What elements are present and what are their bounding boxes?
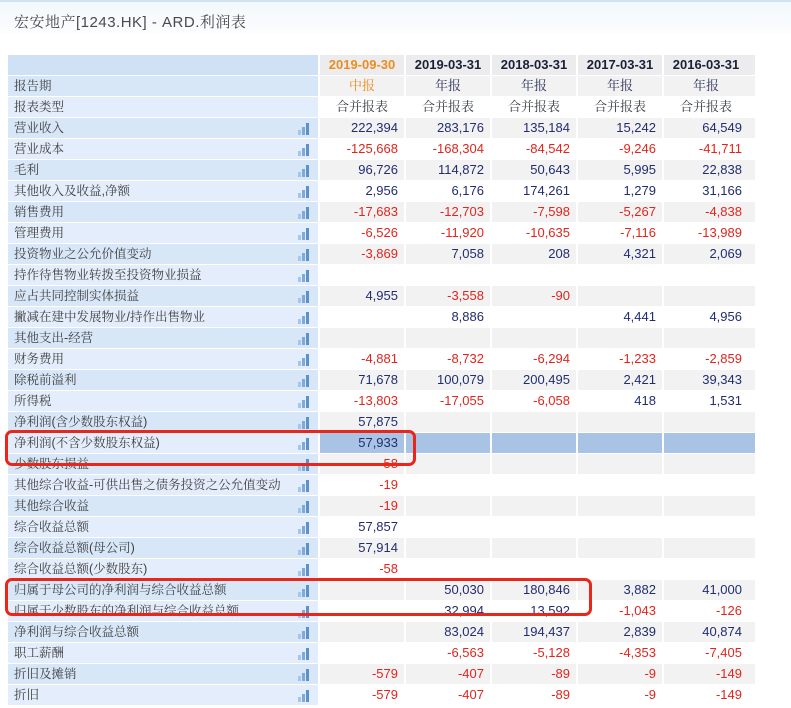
value-cell[interactable] (662, 496, 755, 517)
table-row (8, 601, 755, 622)
value-cell[interactable] (404, 433, 490, 454)
value-cell[interactable]: 40,874 (662, 622, 755, 643)
value-cell[interactable]: 57,857 (318, 517, 404, 538)
value-cell[interactable]: -168,304 (404, 139, 490, 160)
row-label: 撇减在建中发展物业/持作出售物业 (8, 307, 298, 328)
row-label: 除税前溢利 (8, 370, 298, 391)
value-cell[interactable]: 50,643 (490, 160, 576, 181)
bar-chart-icon (298, 416, 310, 429)
value-cell[interactable] (576, 538, 662, 559)
value-cell[interactable]: -90 (490, 286, 576, 307)
row-chart-button[interactable] (298, 286, 318, 307)
value-cell[interactable] (490, 517, 576, 538)
table-row (8, 202, 755, 223)
value-cell[interactable]: 208 (490, 244, 576, 265)
value-cell[interactable]: -4,838 (662, 202, 755, 223)
table-row (8, 622, 755, 643)
column-header-2018-03-31[interactable]: 2018-03-31 (490, 55, 576, 76)
bar-chart-icon (298, 668, 310, 681)
row-chart-button[interactable] (298, 160, 318, 181)
value-cell[interactable] (404, 559, 490, 580)
row-label: 归属于少数股东的净利润与综合收益总额 (8, 601, 298, 622)
period-value: 中报 (318, 76, 404, 97)
value-cell[interactable]: -13,803 (318, 391, 404, 412)
table-row (8, 118, 755, 139)
value-cell[interactable] (662, 538, 755, 559)
value-cell[interactable]: 2,421 (576, 370, 662, 391)
value-cell[interactable]: 32,994 (404, 601, 490, 622)
row-label: 其他综合收益 (8, 496, 298, 517)
value-cell[interactable]: 2,956 (318, 181, 404, 202)
value-cell[interactable]: -579 (318, 685, 404, 706)
value-cell[interactable]: 15,242 (576, 118, 662, 139)
value-cell[interactable] (662, 328, 755, 349)
row-chart-button[interactable] (298, 685, 318, 706)
period-value: 年报 (404, 76, 490, 97)
row-chart-button[interactable] (298, 496, 318, 517)
row-label: 折旧及摊销 (8, 664, 298, 685)
value-cell[interactable]: 8,886 (404, 307, 490, 328)
value-cell[interactable] (662, 475, 755, 496)
table-row (8, 538, 755, 559)
row-chart-button[interactable] (298, 181, 318, 202)
bar-chart-icon (298, 584, 310, 597)
value-cell[interactable]: -89 (490, 685, 576, 706)
table-row (8, 307, 755, 328)
value-cell[interactable] (318, 622, 404, 643)
value-cell[interactable]: -126 (662, 601, 755, 622)
value-cell[interactable]: 1,531 (662, 391, 755, 412)
value-cell[interactable] (662, 412, 755, 433)
value-cell[interactable]: 114,872 (404, 160, 490, 181)
value-cell[interactable]: 200,495 (490, 370, 576, 391)
value-cell[interactable] (404, 454, 490, 475)
row-label: 净利润(含少数股东权益) (8, 412, 298, 433)
row-chart-button[interactable] (298, 412, 318, 433)
value-cell[interactable] (576, 496, 662, 517)
value-cell[interactable]: 4,441 (576, 307, 662, 328)
value-cell[interactable] (576, 475, 662, 496)
type-value: 合并报表 (318, 97, 404, 118)
table-row (8, 685, 755, 706)
value-cell[interactable]: -13,989 (662, 223, 755, 244)
value-cell[interactable]: 83,024 (404, 622, 490, 643)
value-cell[interactable] (662, 433, 755, 454)
row-label: 所得税 (8, 391, 298, 412)
value-cell[interactable] (662, 265, 755, 286)
table-row (8, 181, 755, 202)
value-cell[interactable]: -6,563 (404, 643, 490, 664)
row-label: 销售费用 (8, 202, 298, 223)
row-label: 少数股东损益 (8, 454, 298, 475)
table-row (8, 454, 755, 475)
income-statement-table (8, 55, 755, 706)
bar-chart-icon (298, 290, 310, 303)
table-row (8, 160, 755, 181)
value-cell[interactable] (318, 328, 404, 349)
value-cell[interactable] (576, 433, 662, 454)
bar-chart-icon (298, 122, 310, 135)
bar-chart-icon (298, 143, 310, 156)
bar-chart-icon (298, 437, 310, 450)
value-cell[interactable] (404, 538, 490, 559)
value-cell[interactable]: 4,321 (576, 244, 662, 265)
column-header-2019-09-30[interactable]: 2019-09-30 (318, 55, 404, 76)
table-row (8, 580, 755, 601)
value-cell[interactable]: -8,732 (404, 349, 490, 370)
value-cell[interactable]: 50,030 (404, 580, 490, 601)
value-cell[interactable] (662, 454, 755, 475)
page-title: 宏安地产[1243.HK] - ARD.利润表 (14, 14, 247, 31)
value-cell[interactable]: -7,598 (490, 202, 576, 223)
bar-chart-icon (298, 185, 310, 198)
value-cell[interactable]: -12,703 (404, 202, 490, 223)
value-cell[interactable]: -17,055 (404, 391, 490, 412)
row-chart-button[interactable] (298, 538, 318, 559)
value-cell[interactable]: 13,592 (490, 601, 576, 622)
row-chart-button[interactable] (298, 559, 318, 580)
row-label: 综合收益总额(母公司) (8, 538, 298, 559)
value-cell[interactable]: 71,678 (318, 370, 404, 391)
row-chart-button[interactable] (298, 580, 318, 601)
row-chart-button[interactable] (298, 202, 318, 223)
value-cell[interactable] (490, 559, 576, 580)
value-cell[interactable]: -19 (318, 496, 404, 517)
row-chart-button[interactable] (298, 244, 318, 265)
row-chart-button[interactable] (298, 265, 318, 286)
bar-chart-icon (298, 164, 310, 177)
row-chart-button[interactable] (298, 328, 318, 349)
value-cell[interactable]: -407 (404, 664, 490, 685)
row-chart-button[interactable] (298, 475, 318, 496)
value-cell[interactable]: 100,079 (404, 370, 490, 391)
value-cell[interactable] (576, 265, 662, 286)
value-cell[interactable]: 222,394 (318, 118, 404, 139)
table-row (8, 244, 755, 265)
bar-chart-icon (298, 605, 310, 618)
period-value: 年报 (662, 76, 755, 97)
value-cell[interactable] (490, 307, 576, 328)
row-label: 其他综合收益-可供出售之债务投资之公允值变动 (8, 475, 298, 496)
value-cell[interactable]: -6,526 (318, 223, 404, 244)
row-label: 其他支出-经营 (8, 328, 298, 349)
table-row (8, 265, 755, 286)
value-cell[interactable]: -7,116 (576, 223, 662, 244)
value-cell[interactable] (490, 328, 576, 349)
value-cell[interactable]: 4,955 (318, 286, 404, 307)
table-row (8, 433, 755, 454)
table-row (8, 223, 755, 244)
value-cell[interactable]: -58 (318, 559, 404, 580)
value-cell[interactable] (404, 475, 490, 496)
bar-chart-icon (298, 458, 310, 471)
value-cell[interactable]: 3,882 (576, 580, 662, 601)
row-label: 营业收入 (8, 118, 298, 139)
bar-chart-icon (298, 227, 310, 240)
bar-chart-icon (298, 206, 310, 219)
value-cell[interactable] (404, 328, 490, 349)
value-cell[interactable]: -579 (318, 664, 404, 685)
type-value: 合并报表 (404, 97, 490, 118)
value-cell[interactable] (490, 475, 576, 496)
table-row (8, 517, 755, 538)
value-cell[interactable]: -9 (576, 685, 662, 706)
value-cell[interactable] (318, 265, 404, 286)
value-cell[interactable] (318, 643, 404, 664)
value-cell[interactable] (576, 454, 662, 475)
row-chart-button[interactable] (298, 643, 318, 664)
value-cell[interactable]: -5,128 (490, 643, 576, 664)
bar-chart-icon (298, 500, 310, 513)
row-label: 其他收入及收益,净额 (8, 181, 298, 202)
value-cell[interactable]: -6,058 (490, 391, 576, 412)
value-cell[interactable]: 57,914 (318, 538, 404, 559)
value-cell[interactable]: -10,635 (490, 223, 576, 244)
value-cell[interactable]: -6,294 (490, 349, 576, 370)
row-label: 管理费用 (8, 223, 298, 244)
value-cell[interactable]: 180,846 (490, 580, 576, 601)
value-cell[interactable] (490, 433, 576, 454)
value-cell[interactable]: -9,246 (576, 139, 662, 160)
bar-chart-icon (298, 521, 310, 534)
report-period-row (8, 76, 755, 97)
table-row (8, 664, 755, 685)
row-chart-button[interactable] (298, 664, 318, 685)
value-cell[interactable]: -3,869 (318, 244, 404, 265)
bar-chart-icon (298, 269, 310, 282)
value-cell[interactable]: -89 (490, 664, 576, 685)
bar-chart-icon (298, 248, 310, 261)
bar-chart-icon (298, 626, 310, 639)
row-label: 归属于母公司的净利润与综合收益总额 (8, 580, 298, 601)
bar-chart-icon (298, 479, 310, 492)
value-cell[interactable] (318, 580, 404, 601)
row-label: 财务费用 (8, 349, 298, 370)
value-cell[interactable]: 22,838 (662, 160, 755, 181)
bar-chart-icon (298, 563, 310, 576)
row-label-type: 报表类型 (8, 97, 318, 118)
table-row (8, 286, 755, 307)
value-cell[interactable] (318, 307, 404, 328)
value-cell[interactable]: -3,558 (404, 286, 490, 307)
row-label: 应占共同控制实体损益 (8, 286, 298, 307)
title-bar (0, 0, 791, 34)
table-row (8, 643, 755, 664)
value-cell[interactable]: -58 (318, 454, 404, 475)
table-row (8, 412, 755, 433)
row-label: 毛利 (8, 160, 298, 181)
row-chart-button[interactable] (298, 454, 318, 475)
row-chart-button[interactable] (298, 349, 318, 370)
value-cell[interactable] (404, 265, 490, 286)
value-cell[interactable]: -84,542 (490, 139, 576, 160)
row-chart-button[interactable] (298, 517, 318, 538)
row-label: 净利润与综合收益总额 (8, 622, 298, 643)
value-cell[interactable]: 6,176 (404, 181, 490, 202)
row-label: 职工薪酬 (8, 643, 298, 664)
table-row (8, 370, 755, 391)
value-cell[interactable] (490, 265, 576, 286)
value-cell[interactable]: -4,881 (318, 349, 404, 370)
value-cell[interactable]: 2,839 (576, 622, 662, 643)
row-label: 折旧 (8, 685, 298, 706)
row-label: 净利润(不含少数股东权益) (8, 433, 298, 454)
value-cell[interactable]: 174,261 (490, 181, 576, 202)
bar-chart-icon (298, 374, 310, 387)
row-chart-button[interactable] (298, 601, 318, 622)
row-chart-button[interactable] (298, 118, 318, 139)
bar-chart-icon (298, 647, 310, 660)
value-cell[interactable] (576, 559, 662, 580)
value-cell[interactable] (490, 454, 576, 475)
period-value: 年报 (490, 76, 576, 97)
report-type-row (8, 97, 755, 118)
value-cell[interactable]: -407 (404, 685, 490, 706)
table-row (8, 349, 755, 370)
value-cell[interactable] (404, 496, 490, 517)
value-cell[interactable]: 41,000 (662, 580, 755, 601)
bar-chart-icon (298, 311, 310, 324)
column-header-2016-03-31[interactable]: 2016-03-31 (662, 55, 755, 76)
table-row (8, 475, 755, 496)
value-cell[interactable]: -17,683 (318, 202, 404, 223)
value-cell[interactable] (662, 559, 755, 580)
value-cell[interactable]: -7,405 (662, 643, 755, 664)
table-row (8, 139, 755, 160)
value-cell[interactable]: 7,058 (404, 244, 490, 265)
value-cell[interactable]: 57,875 (318, 412, 404, 433)
row-chart-button[interactable] (298, 433, 318, 454)
row-label: 持作待售物业转拨至投资物业损益 (8, 265, 298, 286)
value-cell[interactable] (576, 517, 662, 538)
value-cell[interactable] (490, 412, 576, 433)
value-cell[interactable]: -125,668 (318, 139, 404, 160)
type-value: 合并报表 (490, 97, 576, 118)
type-value: 合并报表 (576, 97, 662, 118)
value-cell[interactable]: 57,933 (318, 433, 404, 454)
bar-chart-icon (298, 332, 310, 345)
table-row (8, 496, 755, 517)
value-cell[interactable]: -9 (576, 664, 662, 685)
value-cell[interactable] (576, 328, 662, 349)
period-value: 年报 (576, 76, 662, 97)
value-cell[interactable]: -11,920 (404, 223, 490, 244)
value-cell[interactable]: 4,956 (662, 307, 755, 328)
value-cell[interactable]: -5,267 (576, 202, 662, 223)
value-cell[interactable] (404, 412, 490, 433)
value-cell[interactable]: 1,279 (576, 181, 662, 202)
row-chart-button[interactable] (298, 223, 318, 244)
value-cell[interactable]: -1,233 (576, 349, 662, 370)
bar-chart-icon (298, 353, 310, 366)
column-header-2017-03-31[interactable]: 2017-03-31 (576, 55, 662, 76)
row-chart-button[interactable] (298, 139, 318, 160)
value-cell[interactable]: -149 (662, 664, 755, 685)
value-cell[interactable] (576, 412, 662, 433)
row-chart-button[interactable] (298, 622, 318, 643)
value-cell[interactable] (404, 517, 490, 538)
row-label: 综合收益总额 (8, 517, 298, 538)
value-cell[interactable]: -19 (318, 475, 404, 496)
bar-chart-icon (298, 395, 310, 408)
column-header-2019-03-31[interactable]: 2019-03-31 (404, 55, 490, 76)
table-header-row (8, 55, 755, 76)
value-cell[interactable]: 64,549 (662, 118, 755, 139)
value-cell[interactable]: -1,043 (576, 601, 662, 622)
value-cell[interactable]: -4,353 (576, 643, 662, 664)
row-chart-button[interactable] (298, 370, 318, 391)
table-row (8, 559, 755, 580)
value-cell[interactable] (490, 496, 576, 517)
value-cell[interactable]: 283,176 (404, 118, 490, 139)
value-cell[interactable] (576, 286, 662, 307)
bar-chart-icon (298, 542, 310, 555)
row-chart-button[interactable] (298, 391, 318, 412)
value-cell[interactable]: 418 (576, 391, 662, 412)
value-cell[interactable] (662, 286, 755, 307)
table-row (8, 391, 755, 412)
row-label-period: 报告期 (8, 76, 318, 97)
value-cell[interactable]: -149 (662, 685, 755, 706)
value-cell[interactable]: 194,437 (490, 622, 576, 643)
value-cell[interactable]: 96,726 (318, 160, 404, 181)
value-cell[interactable]: -2,859 (662, 349, 755, 370)
row-chart-button[interactable] (298, 307, 318, 328)
value-cell[interactable]: -41,711 (662, 139, 755, 160)
value-cell[interactable]: 2,069 (662, 244, 755, 265)
table-row (8, 328, 755, 349)
bar-chart-icon (298, 689, 310, 702)
row-label: 营业成本 (8, 139, 298, 160)
column-header-spacer (8, 55, 318, 76)
value-cell[interactable]: 31,166 (662, 181, 755, 202)
value-cell[interactable] (662, 517, 755, 538)
type-value: 合并报表 (662, 97, 755, 118)
value-cell[interactable] (490, 538, 576, 559)
value-cell[interactable]: 5,995 (576, 160, 662, 181)
value-cell[interactable]: 135,184 (490, 118, 576, 139)
row-label: 综合收益总额(少数股东) (8, 559, 298, 580)
row-label: 投资物业之公允价值变动 (8, 244, 298, 265)
value-cell[interactable]: 39,343 (662, 370, 755, 391)
value-cell[interactable] (318, 601, 404, 622)
